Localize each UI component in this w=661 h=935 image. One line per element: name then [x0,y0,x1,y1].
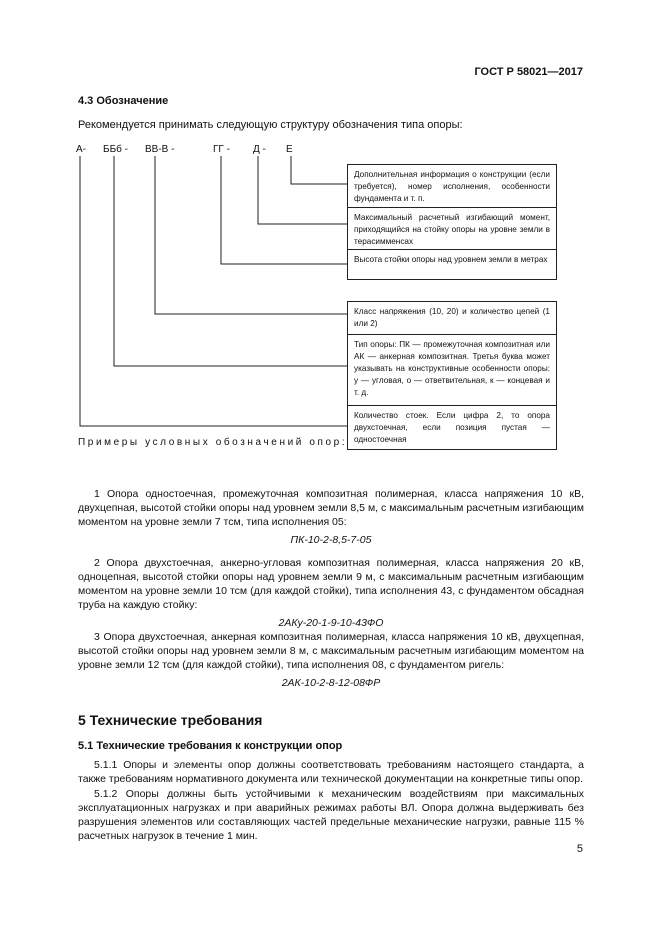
connector-gg [221,156,347,264]
code-vvv: ВВ-В - [145,144,175,155]
box-pole-height: Высота стойки опоры над уровнем земли в метрах [348,249,556,279]
box-extra-info: Дополнительная информация о конструкции (если требуется), номер исполнения, особенности фундамента и т. п. [354,170,550,203]
page-number: 5 [576,843,583,855]
code-d: Д - [253,144,266,155]
connector-bbb [114,156,347,366]
formula-3: 2АК-10-2-8-12-08ФР [281,677,381,689]
code-bbb: ББб - [103,144,128,155]
box-post-count: Количество стоек. Если цифра 2, то опора двухстоечная, если позиция пустая — одностоечная [348,405,556,449]
example-1: 1 Опора одностоечная, промежуточная композитная полимерная, класса напряжения 10 кВ, двухцепная, высотой стойки опоры над уровнем земли 8,5 м, с максимальным расчетным изгибающим моментом на уровне земли 7 тсм, типа исполнения 05: [78,488,584,528]
box-bending-moment: Максимальный расчетный изгибающий момент, приходящийся на стойку опоры на уровне земли в терасимменсах [348,207,556,249]
paragraph-5-1-1: 5.1.1 Опоры и элементы опор должны соответствовать требованиям настоящего стандарта, а также требованиям нормативного документа или технической документации на конкретные типы опор. [78,759,584,785]
example-2: 2 Опора двухстоечная, анкерно-угловая композитная полимерная, класса напряжения 20 кВ, одноцепная, высотой стойки опоры над уровнем земли 9 м, с максимальным расчетным изгибающим моментом на уровне земли 10 тсм (для каждой стойки), типа исполнения 43, с фундаментом обсадная труба на каждую стойку: [78,557,584,611]
formula-2: 2АКу-20-1-9-10-43ФО [278,617,384,629]
connector-e [291,156,347,184]
section-5-title: 5 Технические требования [78,712,263,728]
standard-number: ГОСТ Р 58021—2017 [474,66,583,78]
box-group-bottom [347,301,557,450]
box-pole-type: Тип опоры: ПК — промежуточная композитная или АК — анкерная композитная. Третья буква может указывать на конструктивные особенности опоры: у — угловая, о — ответвительная, к — концевая и т. д. [348,334,556,405]
paragraph-5-1-2: 5.1.2 Опоры должны быть устойчивыми к механическим воздействиям при максимальных эксплуатационных нагрузках и при аварийных режимах работы ВЛ. Опора должна выдерживать без разрушения элементов или составляющих частей предельные механические нагрузки, равные 115 % расчетных нагрузок в течение 1 мин. [78,788,584,842]
connector-a [80,156,347,426]
section-5-1-title: 5.1 Технические требования к конструкции опор [78,740,343,752]
connector-d [258,156,347,224]
section-4-3-title: 4.3 Обозначение [78,95,169,107]
section-4-3-intro: Рекомендуется принимать следующую структуру обозначения типа опоры: [78,119,463,131]
box-voltage-class: Класс напряжения (10, 20) и количество цепей (1 или 2) [354,307,550,328]
examples-title: Примеры условных обозначений опор: [78,437,348,448]
example-3: 3 Опора двухстоечная, анкерная композитная полимерная, класса напряжения 10 кВ, двухцепная, высотой стойки опоры над уровнем земли 8 м, с максимальным расчетным изгибающим моментом на уровне земли 12 тсм (для каждой стойки), типа исполнения 08, с фундаментом ригель: [78,631,584,671]
box-group-top [347,164,557,280]
code-gg: ГГ - [213,144,230,155]
code-e: Е [286,144,293,155]
connector-vvv [155,156,347,314]
code-a: А- [76,144,86,155]
formula-1: ПК-10-2-8,5-7-05 [290,534,372,546]
